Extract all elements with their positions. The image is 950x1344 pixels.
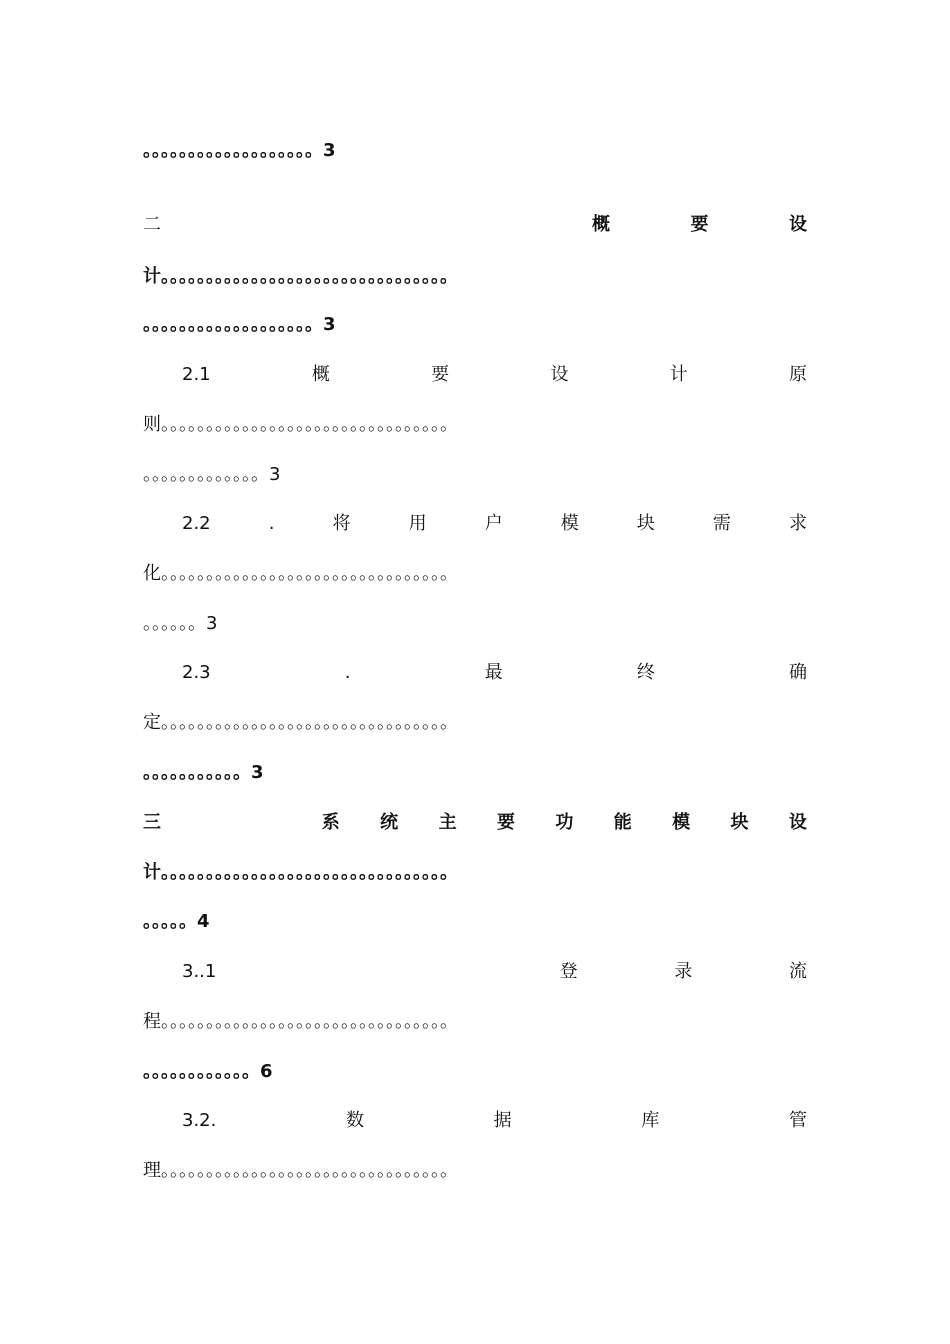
- toc-dots: 。。。。。。3: [143, 613, 218, 634]
- toc-word: 二: [143, 214, 161, 235]
- toc-entry-2-3: [143, 658, 807, 688]
- toc-word: 设: [789, 214, 807, 235]
- toc-word: 流: [788, 961, 807, 982]
- toc-word: 设: [788, 812, 807, 833]
- toc-dot-leader-line: [143, 858, 807, 888]
- toc-dot-leader-line: [143, 708, 807, 738]
- toc-word: 库: [641, 1110, 660, 1131]
- toc-word: 能: [613, 812, 632, 833]
- toc-word: 用: [408, 513, 427, 534]
- toc-word: 概: [311, 364, 330, 385]
- toc-word: 主: [438, 812, 457, 833]
- toc-dot-leader-line: [143, 758, 807, 788]
- toc-dot-leader-line: [143, 1156, 807, 1186]
- toc-word: 功: [555, 812, 574, 833]
- toc-word: 录: [674, 961, 693, 982]
- toc-dots: 计。。。。。。。。。。。。。。。。。。。。。。。。。。。。。。。。: [143, 862, 458, 883]
- toc-number: 2.3: [182, 662, 211, 683]
- toc-word: 将: [332, 513, 351, 534]
- toc-number: 2.1: [182, 364, 211, 385]
- toc-dots: 。。。。。。。。。。。。。。。。。。。3: [143, 140, 336, 161]
- toc-dot-leader-line: [143, 559, 807, 589]
- toc-dots: 程。。。。。。。。。。。。。。。。。。。。。。。。。。。。。。。。: [143, 1011, 458, 1032]
- toc-word: 求: [789, 513, 807, 534]
- toc-word: 模: [560, 513, 579, 534]
- toc-word: .: [268, 513, 275, 534]
- toc-word: 据: [493, 1110, 512, 1131]
- toc-word: 块: [730, 812, 749, 833]
- toc-dots: 理。。。。。。。。。。。。。。。。。。。。。。。。。。。。。。。。: [143, 1160, 458, 1181]
- toc-word: 统: [380, 812, 399, 833]
- toc-word: 确: [789, 662, 807, 683]
- toc-word: 要: [496, 812, 515, 833]
- toc-word: 计: [669, 364, 688, 385]
- toc-dot-leader-line: [143, 136, 807, 166]
- toc-dots: 。。。。。。。。。。。。。3: [143, 464, 281, 485]
- toc-word: 最: [484, 662, 503, 683]
- toc-dots: 。。。。。。。。。。。。。。。。。。。3: [143, 314, 336, 335]
- toc-word: 原: [788, 364, 807, 385]
- toc-word: 要: [690, 214, 709, 235]
- toc-word: 模: [672, 812, 691, 833]
- toc-word: 三: [143, 812, 161, 833]
- toc-word: 需: [712, 513, 731, 534]
- toc-number: 3.2.: [182, 1110, 217, 1131]
- toc-heading-3: [143, 808, 807, 838]
- toc-number: 3..1: [182, 961, 217, 982]
- toc-dots: 。。。。。。。。。。。3: [143, 762, 264, 783]
- toc-dot-leader-line: [143, 262, 807, 292]
- toc-dot-leader-line: [143, 310, 807, 340]
- toc-dot-leader-line: [143, 410, 807, 440]
- toc-dots: 则。。。。。。。。。。。。。。。。。。。。。。。。。。。。。。。。: [143, 414, 458, 435]
- toc-dots: 计。。。。。。。。。。。。。。。。。。。。。。。。。。。。。。。。: [143, 266, 458, 287]
- toc-dot-leader-line: [143, 907, 807, 937]
- toc-entry-2-2: [143, 509, 807, 539]
- toc-entry-2-1: [143, 360, 807, 390]
- toc-word: 设: [550, 364, 569, 385]
- toc-word: .: [344, 662, 351, 683]
- toc-dot-leader-line: [143, 1057, 807, 1087]
- toc-dots: 。。。。。。。。。。。。6: [143, 1061, 273, 1082]
- toc-word: 登: [559, 961, 578, 982]
- toc-word: 要: [431, 364, 450, 385]
- toc-dot-leader-line: [143, 460, 807, 490]
- toc-entry-3-2: [143, 1106, 807, 1136]
- toc-number: 2.2: [182, 513, 211, 534]
- toc-word: 块: [636, 513, 655, 534]
- toc-word: 系: [321, 812, 340, 833]
- toc-dots: 化。。。。。。。。。。。。。。。。。。。。。。。。。。。。。。。。: [143, 563, 458, 584]
- toc-dots: 定。。。。。。。。。。。。。。。。。。。。。。。。。。。。。。。。: [143, 712, 458, 733]
- toc-dot-leader-line: [143, 609, 807, 639]
- toc-word: 数: [346, 1110, 365, 1131]
- toc-word: 概: [592, 214, 610, 235]
- toc-word: 终: [636, 662, 655, 683]
- toc-entry-3-1: [143, 957, 807, 987]
- toc-word: 户: [484, 513, 503, 534]
- toc-dot-leader-line: [143, 1007, 807, 1037]
- toc-dots: 。。。。。4: [143, 911, 210, 932]
- toc-word: 管: [788, 1110, 807, 1131]
- toc-heading-2: [143, 210, 807, 240]
